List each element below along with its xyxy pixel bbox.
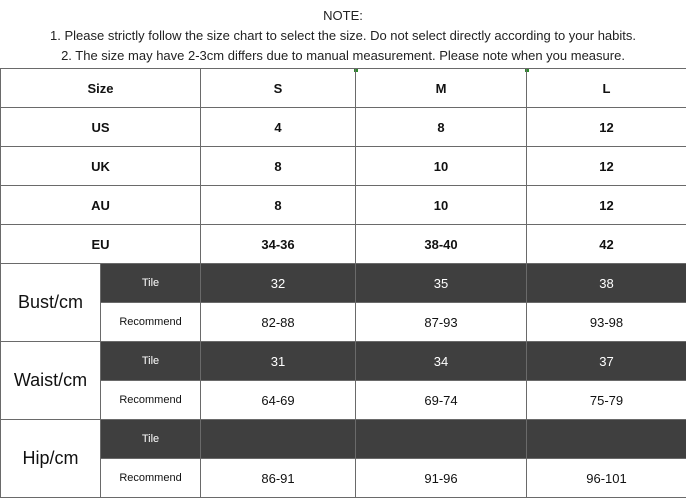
eu-row: [1, 225, 686, 264]
row-label: UK: [1, 147, 201, 186]
table-cell: 38: [527, 264, 686, 303]
waist-recommend-row: [1, 381, 686, 420]
row-label: EU: [1, 225, 201, 264]
table-cell: 87-93: [356, 303, 527, 342]
bust-tile-row: [1, 264, 686, 303]
table-cell: 64-69: [201, 381, 356, 420]
table-cell: 12: [527, 108, 686, 147]
row-label: AU: [1, 186, 201, 225]
size-s-header: S: [201, 69, 356, 108]
hip-tile-row: [1, 420, 686, 459]
table-cell: 96-101: [527, 459, 686, 498]
recommend-label: Recommend: [101, 459, 201, 498]
table-cell: 75-79: [527, 381, 686, 420]
table-cell: 12: [527, 147, 686, 186]
bust-recommend-row: [1, 303, 686, 342]
table-cell: 91-96: [356, 459, 527, 498]
size-l-header: L: [527, 69, 686, 108]
table-cell: 69-74: [356, 381, 527, 420]
hip-label: Hip/cm: [1, 420, 101, 498]
table-cell: 86-91: [201, 459, 356, 498]
table-cell: 10: [356, 147, 527, 186]
size-header-cell: Size: [1, 69, 201, 108]
table-cell: [356, 420, 527, 459]
table-cell: 42: [527, 225, 686, 264]
waist-label: Waist/cm: [1, 342, 101, 420]
size-m-header: M: [356, 69, 527, 108]
table-cell: 32: [201, 264, 356, 303]
table-cell: 34-36: [201, 225, 356, 264]
table-cell: [201, 420, 356, 459]
table-cell: 12: [527, 186, 686, 225]
table-cell: 10: [356, 186, 527, 225]
tile-label: Tile: [101, 420, 201, 459]
note-block: [0, 0, 686, 68]
table-cell: 37: [527, 342, 686, 381]
table-cell: 35: [356, 264, 527, 303]
row-label: US: [1, 108, 201, 147]
recommend-label: Recommend: [101, 381, 201, 420]
tile-label: Tile: [101, 342, 201, 381]
table-cell: 4: [201, 108, 356, 147]
us-row: [1, 108, 686, 147]
table-cell: 8: [201, 186, 356, 225]
note-line-2: 2. The size may have 2-3cm differs due to manual measurement. Please note when you measure.: [61, 48, 625, 63]
note-line-1: 1. Please strictly follow the size chart to select the size. Do not select directly according to your habits.: [50, 28, 636, 43]
bust-label: Bust/cm: [1, 264, 101, 342]
waist-tile-row: [1, 342, 686, 381]
table-cell: 82-88: [201, 303, 356, 342]
au-row: [1, 186, 686, 225]
table-cell: 8: [356, 108, 527, 147]
table-cell: 93-98: [527, 303, 686, 342]
table-cell: 31: [201, 342, 356, 381]
table-cell: 38-40: [356, 225, 527, 264]
recommend-label: Recommend: [101, 303, 201, 342]
size-chart-table: [0, 68, 686, 498]
table-header-row: [1, 69, 686, 108]
note-title: NOTE:: [323, 8, 363, 23]
table-cell: [527, 420, 686, 459]
hip-recommend-row: [1, 459, 686, 498]
tile-label: Tile: [101, 264, 201, 303]
table-cell: 8: [201, 147, 356, 186]
table-cell: 34: [356, 342, 527, 381]
uk-row: [1, 147, 686, 186]
